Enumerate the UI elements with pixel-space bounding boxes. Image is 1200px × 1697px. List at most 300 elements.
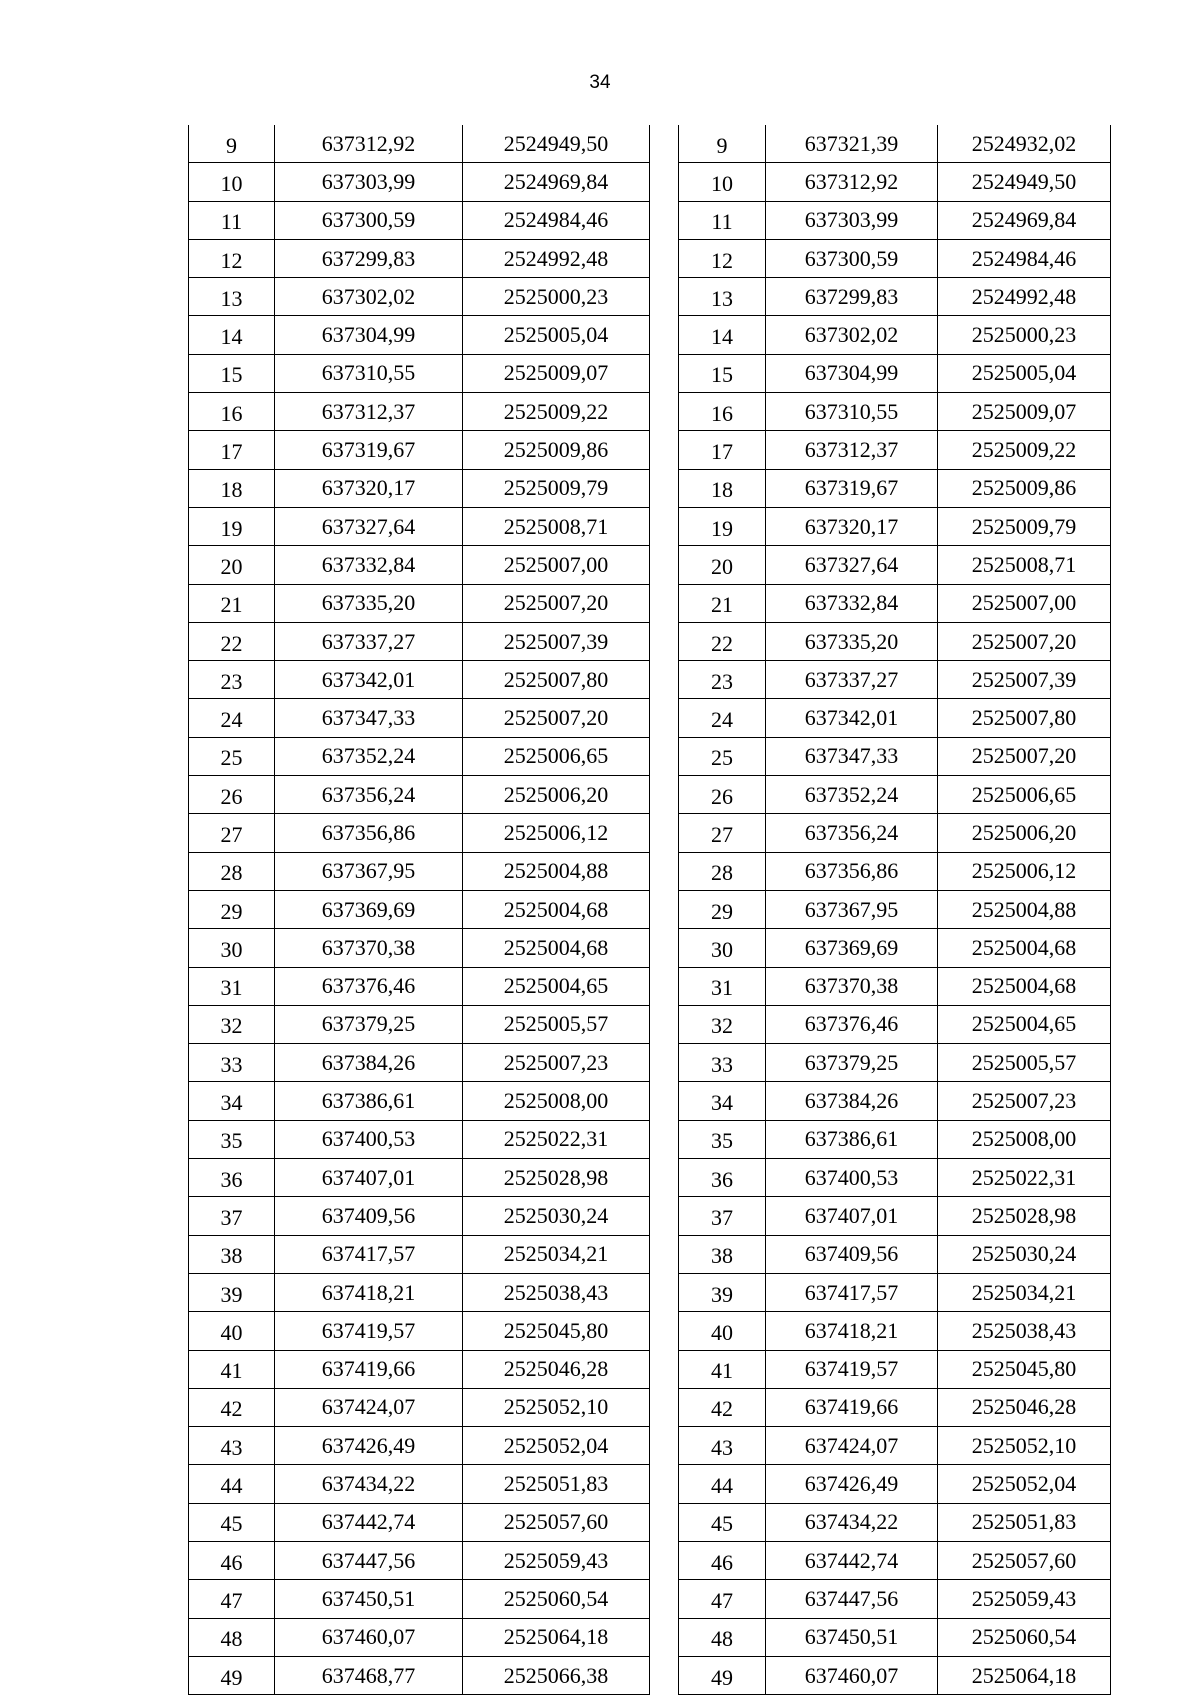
y-coordinate-cell: 2525007,39 [463, 622, 650, 660]
point-number-cell: 48 [679, 1618, 766, 1656]
point-number-cell: 36 [189, 1159, 275, 1197]
y-coordinate-cell: 2525057,60 [463, 1503, 650, 1541]
y-coordinate-cell: 2525008,00 [463, 1082, 650, 1120]
point-number-cell: 22 [679, 622, 766, 660]
y-coordinate-cell: 2525064,18 [938, 1656, 1111, 1694]
point-number-cell: 45 [189, 1503, 275, 1541]
point-number-cell: 13 [189, 278, 275, 316]
x-coordinate-cell: 637400,53 [275, 1120, 463, 1158]
x-coordinate-cell: 637418,21 [275, 1273, 463, 1311]
table-row [679, 469, 1111, 507]
y-coordinate-cell: 2525007,20 [938, 622, 1111, 660]
point-number-cell: 11 [189, 201, 275, 239]
y-coordinate-cell: 2525004,88 [938, 890, 1111, 928]
y-coordinate-cell: 2525051,83 [938, 1503, 1111, 1541]
table-row [189, 1312, 650, 1350]
table-row [189, 201, 650, 239]
y-coordinate-cell: 2525004,88 [463, 852, 650, 890]
x-coordinate-cell: 637418,21 [766, 1312, 938, 1350]
x-coordinate-cell: 637376,46 [275, 967, 463, 1005]
y-coordinate-cell: 2525009,86 [938, 469, 1111, 507]
x-coordinate-cell: 637312,37 [766, 431, 938, 469]
x-coordinate-cell: 637417,57 [766, 1273, 938, 1311]
table-row [679, 776, 1111, 814]
table-row [189, 125, 650, 163]
table-row [679, 354, 1111, 392]
point-number-cell: 21 [679, 584, 766, 622]
table-row [189, 1159, 650, 1197]
point-number-cell: 29 [189, 890, 275, 928]
table-row [189, 814, 650, 852]
table-row [679, 1082, 1111, 1120]
table-row [679, 1656, 1111, 1694]
y-coordinate-cell: 2525008,00 [938, 1120, 1111, 1158]
x-coordinate-cell: 637424,07 [275, 1388, 463, 1426]
x-coordinate-cell: 637312,92 [275, 125, 463, 163]
x-coordinate-cell: 637379,25 [766, 1044, 938, 1082]
table-row [679, 316, 1111, 354]
y-coordinate-cell: 2525009,79 [938, 507, 1111, 545]
x-coordinate-cell: 637321,39 [766, 125, 938, 163]
y-coordinate-cell: 2525059,43 [938, 1580, 1111, 1618]
y-coordinate-cell: 2525052,04 [463, 1427, 650, 1465]
x-coordinate-cell: 637319,67 [766, 469, 938, 507]
y-coordinate-cell: 2525009,86 [463, 431, 650, 469]
x-coordinate-cell: 637426,49 [766, 1465, 938, 1503]
point-number-cell: 16 [679, 393, 766, 431]
x-coordinate-cell: 637319,67 [275, 431, 463, 469]
point-number-cell: 27 [189, 814, 275, 852]
y-coordinate-cell: 2525006,65 [938, 776, 1111, 814]
y-coordinate-cell: 2525034,21 [463, 1235, 650, 1273]
table-row [189, 1235, 650, 1273]
table-row [189, 1656, 650, 1694]
table-row [189, 469, 650, 507]
point-number-cell: 16 [189, 393, 275, 431]
table-row [679, 1580, 1111, 1618]
table-row [679, 1503, 1111, 1541]
point-number-cell: 40 [189, 1312, 275, 1350]
point-number-cell: 45 [679, 1503, 766, 1541]
y-coordinate-cell: 2525028,98 [463, 1159, 650, 1197]
table-row [189, 239, 650, 277]
x-coordinate-cell: 637303,99 [275, 163, 463, 201]
x-coordinate-cell: 637356,24 [275, 776, 463, 814]
x-coordinate-cell: 637370,38 [275, 929, 463, 967]
table-row [189, 1120, 650, 1158]
table-row [679, 1044, 1111, 1082]
point-number-cell: 28 [189, 852, 275, 890]
point-number-cell: 19 [679, 507, 766, 545]
x-coordinate-cell: 637356,86 [275, 814, 463, 852]
point-number-cell: 43 [679, 1427, 766, 1465]
point-number-cell: 33 [189, 1044, 275, 1082]
table-row [679, 814, 1111, 852]
point-number-cell: 25 [189, 737, 275, 775]
x-coordinate-cell: 637369,69 [275, 890, 463, 928]
table-row [679, 1159, 1111, 1197]
x-coordinate-cell: 637434,22 [275, 1465, 463, 1503]
y-coordinate-cell: 2525008,71 [463, 507, 650, 545]
table-row [189, 1197, 650, 1235]
y-coordinate-cell: 2524949,50 [938, 163, 1111, 201]
x-coordinate-cell: 637460,07 [766, 1656, 938, 1694]
point-number-cell: 23 [189, 661, 275, 699]
point-number-cell: 25 [679, 737, 766, 775]
x-coordinate-cell: 637302,02 [275, 278, 463, 316]
x-coordinate-cell: 637335,20 [275, 584, 463, 622]
x-coordinate-cell: 637303,99 [766, 201, 938, 239]
y-coordinate-cell: 2524992,48 [463, 239, 650, 277]
point-number-cell: 41 [679, 1350, 766, 1388]
table-row [679, 1120, 1111, 1158]
point-number-cell: 26 [679, 776, 766, 814]
x-coordinate-cell: 637450,51 [275, 1580, 463, 1618]
table-row [679, 890, 1111, 928]
point-number-cell: 12 [679, 239, 766, 277]
point-number-cell: 49 [189, 1656, 275, 1694]
x-coordinate-cell: 637304,99 [275, 316, 463, 354]
y-coordinate-cell: 2525007,20 [463, 699, 650, 737]
y-coordinate-cell: 2525051,83 [463, 1465, 650, 1503]
point-number-cell: 15 [189, 354, 275, 392]
y-coordinate-cell: 2525030,24 [463, 1197, 650, 1235]
y-coordinate-cell: 2525066,38 [463, 1656, 650, 1694]
table-row [189, 507, 650, 545]
table-row [189, 1350, 650, 1388]
x-coordinate-cell: 637337,27 [275, 622, 463, 660]
x-coordinate-cell: 637352,24 [766, 776, 938, 814]
point-number-cell: 44 [679, 1465, 766, 1503]
table-row [189, 622, 650, 660]
x-coordinate-cell: 637386,61 [275, 1082, 463, 1120]
x-coordinate-cell: 637468,77 [275, 1656, 463, 1694]
x-coordinate-cell: 637342,01 [275, 661, 463, 699]
point-number-cell: 39 [679, 1273, 766, 1311]
point-number-cell: 30 [189, 929, 275, 967]
x-coordinate-cell: 637419,66 [766, 1388, 938, 1426]
table-row [679, 278, 1111, 316]
point-number-cell: 17 [679, 431, 766, 469]
x-coordinate-cell: 637356,24 [766, 814, 938, 852]
table-row [189, 737, 650, 775]
table-row [679, 1312, 1111, 1350]
x-coordinate-cell: 637356,86 [766, 852, 938, 890]
y-coordinate-cell: 2525052,10 [463, 1388, 650, 1426]
coordinates-table-left [188, 125, 650, 1695]
x-coordinate-cell: 637369,69 [766, 929, 938, 967]
x-coordinate-cell: 637376,46 [766, 1005, 938, 1043]
table-body [679, 125, 1111, 1695]
table-row [679, 1197, 1111, 1235]
y-coordinate-cell: 2525004,68 [463, 929, 650, 967]
x-coordinate-cell: 637335,20 [766, 622, 938, 660]
x-coordinate-cell: 637442,74 [275, 1503, 463, 1541]
x-coordinate-cell: 637347,33 [275, 699, 463, 737]
point-number-cell: 23 [679, 661, 766, 699]
y-coordinate-cell: 2525004,68 [938, 929, 1111, 967]
point-number-cell: 14 [189, 316, 275, 354]
x-coordinate-cell: 637332,84 [766, 584, 938, 622]
point-number-cell: 42 [679, 1388, 766, 1426]
point-number-cell: 20 [189, 546, 275, 584]
table-row [189, 278, 650, 316]
y-coordinate-cell: 2525028,98 [938, 1197, 1111, 1235]
x-coordinate-cell: 637327,64 [766, 546, 938, 584]
point-number-cell: 30 [679, 929, 766, 967]
x-coordinate-cell: 637320,17 [766, 507, 938, 545]
y-coordinate-cell: 2525046,28 [938, 1388, 1111, 1426]
point-number-cell: 47 [679, 1580, 766, 1618]
y-coordinate-cell: 2525000,23 [938, 316, 1111, 354]
table-row [189, 661, 650, 699]
y-coordinate-cell: 2525009,79 [463, 469, 650, 507]
table-row [679, 737, 1111, 775]
x-coordinate-cell: 637299,83 [275, 239, 463, 277]
point-number-cell: 37 [189, 1197, 275, 1235]
point-number-cell: 46 [189, 1541, 275, 1579]
point-number-cell: 22 [189, 622, 275, 660]
y-coordinate-cell: 2525007,80 [463, 661, 650, 699]
y-coordinate-cell: 2525006,12 [938, 852, 1111, 890]
table-row [189, 354, 650, 392]
table-row [189, 1388, 650, 1426]
point-number-cell: 38 [679, 1235, 766, 1273]
table-row [679, 1465, 1111, 1503]
table-row [679, 1388, 1111, 1426]
x-coordinate-cell: 637442,74 [766, 1541, 938, 1579]
y-coordinate-cell: 2525008,71 [938, 546, 1111, 584]
x-coordinate-cell: 637407,01 [275, 1159, 463, 1197]
point-number-cell: 49 [679, 1656, 766, 1694]
y-coordinate-cell: 2525004,65 [938, 1005, 1111, 1043]
table-row [189, 1580, 650, 1618]
x-coordinate-cell: 637342,01 [766, 699, 938, 737]
point-number-cell: 33 [679, 1044, 766, 1082]
table-row [189, 393, 650, 431]
x-coordinate-cell: 637352,24 [275, 737, 463, 775]
x-coordinate-cell: 637409,56 [275, 1197, 463, 1235]
point-number-cell: 10 [189, 163, 275, 201]
table-row [189, 929, 650, 967]
table-row [189, 967, 650, 1005]
point-number-cell: 20 [679, 546, 766, 584]
point-number-cell: 41 [189, 1350, 275, 1388]
point-number-cell: 9 [189, 125, 275, 163]
y-coordinate-cell: 2525004,68 [938, 967, 1111, 1005]
table-row [679, 393, 1111, 431]
x-coordinate-cell: 637447,56 [766, 1580, 938, 1618]
x-coordinate-cell: 637304,99 [766, 354, 938, 392]
table-row [189, 584, 650, 622]
table-row [189, 699, 650, 737]
table-row [679, 239, 1111, 277]
point-number-cell: 34 [679, 1082, 766, 1120]
x-coordinate-cell: 637419,66 [275, 1350, 463, 1388]
point-number-cell: 10 [679, 163, 766, 201]
point-number-cell: 38 [189, 1235, 275, 1273]
y-coordinate-cell: 2525005,57 [463, 1005, 650, 1043]
point-number-cell: 32 [679, 1005, 766, 1043]
y-coordinate-cell: 2525060,54 [463, 1580, 650, 1618]
y-coordinate-cell: 2525005,04 [463, 316, 650, 354]
point-number-cell: 46 [679, 1541, 766, 1579]
point-number-cell: 40 [679, 1312, 766, 1350]
y-coordinate-cell: 2525052,10 [938, 1427, 1111, 1465]
point-number-cell: 19 [189, 507, 275, 545]
point-number-cell: 14 [679, 316, 766, 354]
x-coordinate-cell: 637447,56 [275, 1541, 463, 1579]
x-coordinate-cell: 637370,38 [766, 967, 938, 1005]
table-row [189, 163, 650, 201]
y-coordinate-cell: 2525060,54 [938, 1618, 1111, 1656]
x-coordinate-cell: 637419,57 [275, 1312, 463, 1350]
point-number-cell: 31 [189, 967, 275, 1005]
x-coordinate-cell: 637367,95 [275, 852, 463, 890]
y-coordinate-cell: 2525064,18 [463, 1618, 650, 1656]
y-coordinate-cell: 2525022,31 [938, 1159, 1111, 1197]
table-row [189, 1503, 650, 1541]
x-coordinate-cell: 637434,22 [766, 1503, 938, 1541]
y-coordinate-cell: 2525007,39 [938, 661, 1111, 699]
y-coordinate-cell: 2525034,21 [938, 1273, 1111, 1311]
table-row [189, 776, 650, 814]
y-coordinate-cell: 2525009,22 [463, 393, 650, 431]
y-coordinate-cell: 2525038,43 [938, 1312, 1111, 1350]
point-number-cell: 47 [189, 1580, 275, 1618]
point-number-cell: 29 [679, 890, 766, 928]
point-number-cell: 18 [189, 469, 275, 507]
x-coordinate-cell: 637347,33 [766, 737, 938, 775]
x-coordinate-cell: 637327,64 [275, 507, 463, 545]
y-coordinate-cell: 2525005,04 [938, 354, 1111, 392]
table-row [189, 1044, 650, 1082]
x-coordinate-cell: 637312,37 [275, 393, 463, 431]
x-coordinate-cell: 637299,83 [766, 278, 938, 316]
y-coordinate-cell: 2525059,43 [463, 1541, 650, 1579]
table-row [679, 1005, 1111, 1043]
point-number-cell: 36 [679, 1159, 766, 1197]
x-coordinate-cell: 637419,57 [766, 1350, 938, 1388]
y-coordinate-cell: 2525000,23 [463, 278, 650, 316]
y-coordinate-cell: 2525006,20 [463, 776, 650, 814]
table-row [679, 546, 1111, 584]
y-coordinate-cell: 2525007,23 [938, 1082, 1111, 1120]
table-row [679, 1350, 1111, 1388]
table-row [189, 316, 650, 354]
point-number-cell: 21 [189, 584, 275, 622]
table-row [679, 699, 1111, 737]
x-coordinate-cell: 637424,07 [766, 1427, 938, 1465]
table-row [189, 431, 650, 469]
table-row [189, 1618, 650, 1656]
table-row [189, 546, 650, 584]
x-coordinate-cell: 637337,27 [766, 661, 938, 699]
y-coordinate-cell: 2525022,31 [463, 1120, 650, 1158]
y-coordinate-cell: 2525006,12 [463, 814, 650, 852]
y-coordinate-cell: 2524984,46 [938, 239, 1111, 277]
table-row [679, 1273, 1111, 1311]
point-number-cell: 39 [189, 1273, 275, 1311]
table-row [189, 1005, 650, 1043]
y-coordinate-cell: 2525004,65 [463, 967, 650, 1005]
point-number-cell: 35 [189, 1120, 275, 1158]
x-coordinate-cell: 637320,17 [275, 469, 463, 507]
table-row [679, 622, 1111, 660]
y-coordinate-cell: 2525006,20 [938, 814, 1111, 852]
x-coordinate-cell: 637417,57 [275, 1235, 463, 1273]
point-number-cell: 28 [679, 852, 766, 890]
x-coordinate-cell: 637367,95 [766, 890, 938, 928]
y-coordinate-cell: 2525045,80 [938, 1350, 1111, 1388]
point-number-cell: 17 [189, 431, 275, 469]
point-number-cell: 34 [189, 1082, 275, 1120]
table-row [189, 1427, 650, 1465]
point-number-cell: 31 [679, 967, 766, 1005]
x-coordinate-cell: 637310,55 [275, 354, 463, 392]
point-number-cell: 11 [679, 201, 766, 239]
y-coordinate-cell: 2524932,02 [938, 125, 1111, 163]
table-row [679, 125, 1111, 163]
table-row [679, 163, 1111, 201]
y-coordinate-cell: 2525046,28 [463, 1350, 650, 1388]
y-coordinate-cell: 2525045,80 [463, 1312, 650, 1350]
y-coordinate-cell: 2525007,80 [938, 699, 1111, 737]
point-number-cell: 9 [679, 125, 766, 163]
x-coordinate-cell: 637386,61 [766, 1120, 938, 1158]
coordinates-table-right [678, 125, 1111, 1695]
x-coordinate-cell: 637302,02 [766, 316, 938, 354]
table-row [189, 1465, 650, 1503]
table-row [189, 852, 650, 890]
x-coordinate-cell: 637450,51 [766, 1618, 938, 1656]
table-row [679, 584, 1111, 622]
table-body [189, 125, 650, 1695]
x-coordinate-cell: 637310,55 [766, 393, 938, 431]
table-row [679, 661, 1111, 699]
point-number-cell: 12 [189, 239, 275, 277]
y-coordinate-cell: 2524969,84 [463, 163, 650, 201]
table-row [679, 1618, 1111, 1656]
table-row [679, 1427, 1111, 1465]
x-coordinate-cell: 637300,59 [766, 239, 938, 277]
table-row [679, 1235, 1111, 1273]
y-coordinate-cell: 2525009,22 [938, 431, 1111, 469]
y-coordinate-cell: 2525009,07 [463, 354, 650, 392]
point-number-cell: 42 [189, 1388, 275, 1426]
y-coordinate-cell: 2525006,65 [463, 737, 650, 775]
y-coordinate-cell: 2525007,23 [463, 1044, 650, 1082]
table-row [189, 1541, 650, 1579]
table-row [679, 507, 1111, 545]
point-number-cell: 27 [679, 814, 766, 852]
table-row [189, 1273, 650, 1311]
y-coordinate-cell: 2525004,68 [463, 890, 650, 928]
y-coordinate-cell: 2525030,24 [938, 1235, 1111, 1273]
y-coordinate-cell: 2524992,48 [938, 278, 1111, 316]
y-coordinate-cell: 2524969,84 [938, 201, 1111, 239]
x-coordinate-cell: 637379,25 [275, 1005, 463, 1043]
y-coordinate-cell: 2525007,20 [463, 584, 650, 622]
y-coordinate-cell: 2525038,43 [463, 1273, 650, 1311]
table-row [679, 929, 1111, 967]
point-number-cell: 24 [189, 699, 275, 737]
y-coordinate-cell: 2525052,04 [938, 1465, 1111, 1503]
x-coordinate-cell: 637384,26 [275, 1044, 463, 1082]
x-coordinate-cell: 637400,53 [766, 1159, 938, 1197]
table-row [679, 201, 1111, 239]
x-coordinate-cell: 637407,01 [766, 1197, 938, 1235]
